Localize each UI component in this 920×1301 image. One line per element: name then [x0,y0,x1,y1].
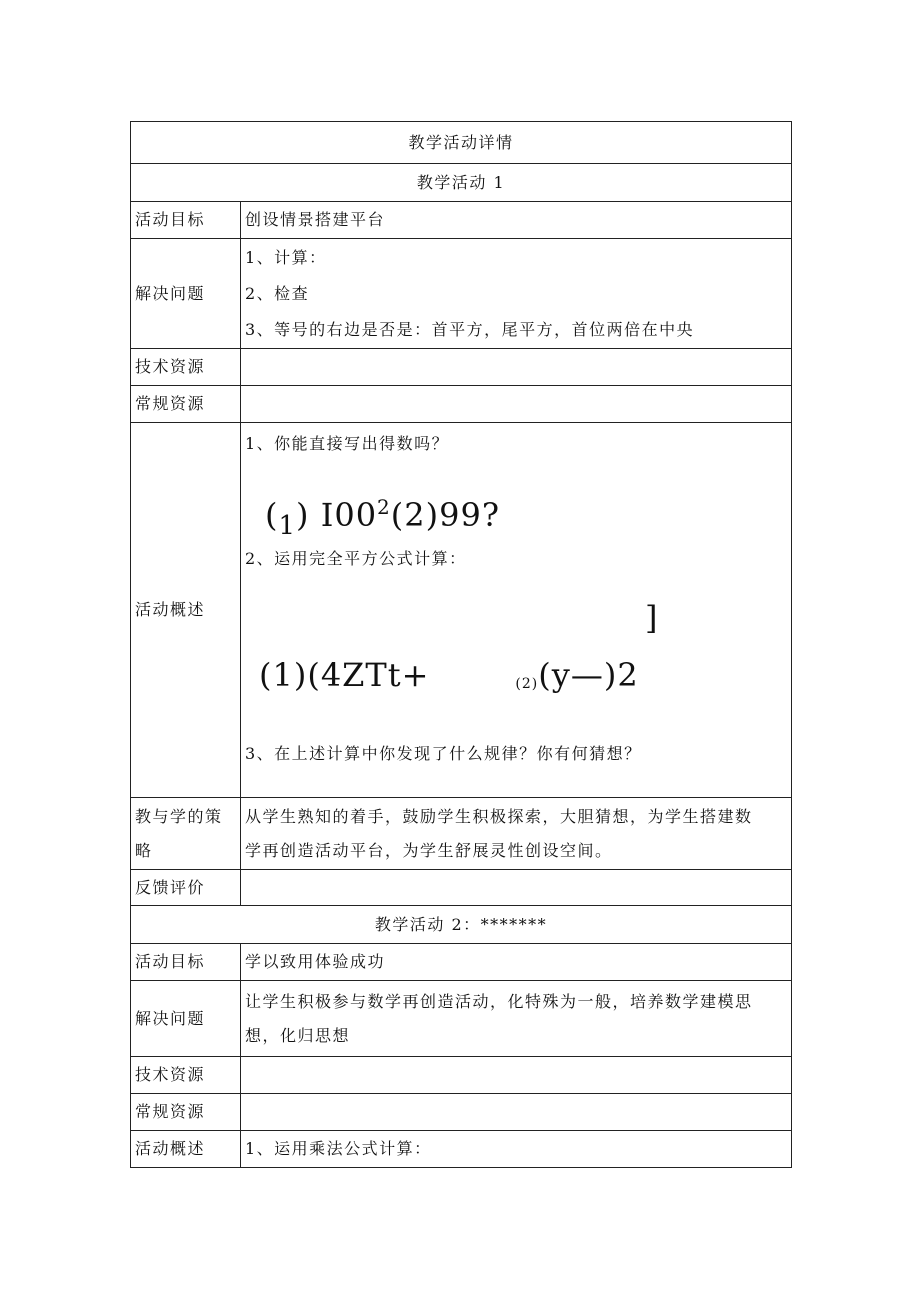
overview-question-3: 3、在上述计算中你发现了什么规律？你有何猜想？ [245,744,642,763]
overview-question-1: 1、你能直接写出得数吗？ [245,434,450,453]
activity1-regular-label: 常规资源 [131,386,241,423]
formula-1: $(_1)$ $I00^2(2)99$? [265,495,500,541]
activity2-regular-value [241,1094,792,1131]
activity1-strategy-label: 教与学的策 略 [131,798,241,870]
activity1-problem-line-2: 2、检查 [245,283,310,303]
activity2-tech-value [241,1057,792,1094]
activity2-header: 教学活动 2：******* [131,906,792,944]
activity2-overview-label: 活动概述 [131,1131,241,1168]
activity-table [130,121,792,1168]
activity1-goal-value: 创设情景搭建平台 [241,202,792,239]
overview-question-2: 2、运用完全平方公式计算： [245,549,467,568]
table-title: 教学活动详情 [131,122,792,164]
activity1-problem-line-3: 3、等号的右边是否是：首平方，尾平方，首位两倍在中央 [245,319,695,339]
activity1-problem-line-1: 1、计算： [245,247,327,267]
activity1-goal-label: 活动目标 [131,202,241,239]
activity2-goal-label: 活动目标 [131,944,241,981]
activity2-problem-label: 解决问题 [131,981,241,1057]
strategy-line-1: 从学生熟知的着手，鼓励学生积极探索，大胆猜想，为学生搭建数 [245,806,753,826]
activity1-problem-value [241,239,792,349]
activity2-overview-value: 1、运用乘法公式计算： [241,1131,792,1168]
activity2-regular-label: 常规资源 [131,1094,241,1131]
activity2-problem-line-1: 让学生积极参与数学再创造活动，化特殊为一般，培养数学建模思 [245,991,753,1011]
activity2-tech-label: 技术资源 [131,1057,241,1094]
activity1-strategy-value [241,798,792,870]
activity2-problem-value [241,981,792,1057]
activity1-feedback-value [241,870,792,906]
activity1-tech-value [241,349,792,386]
formula-2: (1)(4ZTt+ (2)(y—)2 [259,656,639,694]
strategy-line-2: 学再创造活动平台，为学生舒展灵性创设空间。 [245,840,613,860]
activity2-goal-value: 学以致用体验成功 [241,944,792,981]
activity1-overview-value [241,423,792,798]
activity1-regular-value [241,386,792,423]
activity1-overview-label: 活动概述 [131,423,241,798]
bracket-mark: ] [645,599,659,637]
activity1-feedback-label: 反馈评价 [131,870,241,906]
activity1-header: 教学活动 1 [131,164,792,202]
activity1-tech-label: 技术资源 [131,349,241,386]
activity1-problem-label: 解决问题 [131,239,241,349]
activity2-problem-line-2: 想，化归思想 [245,1025,351,1045]
